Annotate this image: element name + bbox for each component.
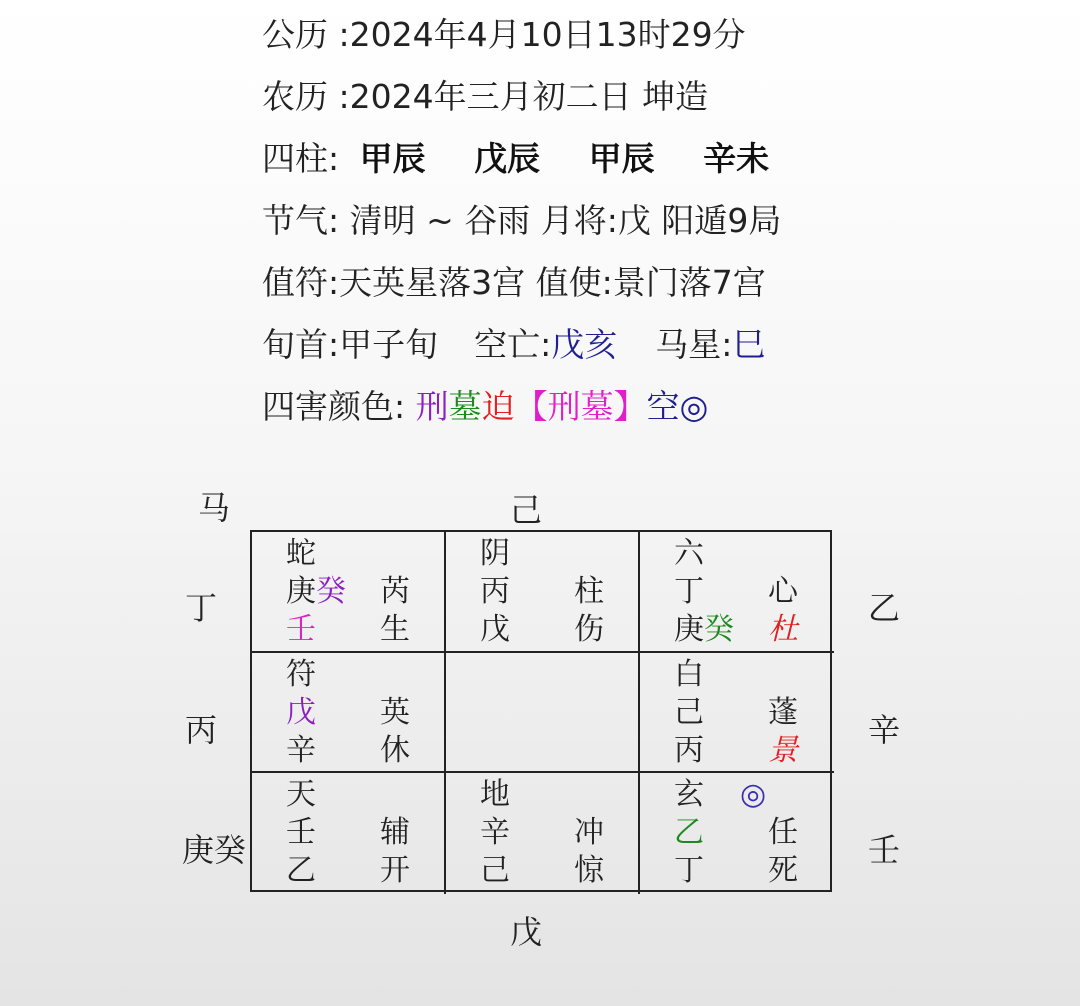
earth-stem: 丁: [674, 853, 704, 888]
solar-date: 公历 :2024年4月10日13时29分: [262, 15, 746, 54]
year-pillar: 甲辰: [359, 139, 426, 178]
palace-8: [252, 773, 446, 894]
heaven-stem: 丙: [480, 574, 510, 609]
palace-4: [252, 532, 446, 653]
outer-top: 己: [510, 491, 543, 529]
four-pillars: [262, 136, 807, 198]
earth-stem: 戊: [480, 612, 510, 647]
outer-left-bottom: 庚癸: [182, 831, 247, 869]
star: 蓬: [768, 695, 798, 730]
circle-mark-icon: ◎: [679, 387, 709, 426]
earth-stem: 辛: [286, 733, 316, 768]
colors-label: 四害颜色:: [262, 387, 416, 426]
horse-label: 马星:: [655, 325, 733, 364]
palace-7: [640, 653, 834, 773]
horse-marker: 马: [198, 489, 231, 527]
god: 天: [286, 777, 316, 812]
star: 冲: [574, 815, 604, 850]
door: 休: [380, 733, 410, 768]
door: 开: [380, 853, 410, 888]
door: 景: [768, 733, 798, 768]
palace-3: [252, 653, 446, 773]
month-pillar: 戊辰: [474, 139, 541, 178]
outer-bottom: 戊: [510, 913, 543, 951]
palace-1: [446, 773, 640, 894]
star: 任: [768, 815, 798, 850]
heaven-stem: 庚癸: [286, 574, 346, 609]
earth-stem: 己: [480, 853, 510, 888]
palace-6: [640, 773, 834, 894]
star: 心: [768, 574, 798, 609]
earth-stem: 丙: [674, 733, 704, 768]
color-kong: 空: [646, 387, 680, 426]
god: 阴: [480, 536, 510, 571]
xun-head: 旬首:甲子旬: [262, 325, 439, 364]
heaven-stem: 辛: [480, 815, 510, 850]
star: 芮: [380, 574, 410, 609]
door: 惊: [574, 853, 604, 888]
heaven-stem: 戊: [286, 695, 316, 730]
color-xingmu: 刑墓: [547, 387, 614, 426]
color-xing: 刑: [415, 387, 449, 426]
heaven-stem: 乙: [674, 815, 704, 850]
star: 柱: [574, 574, 604, 609]
outer-right-mid: 辛: [868, 711, 901, 749]
earth-stem: 壬: [286, 612, 316, 647]
god: 蛇: [286, 536, 316, 571]
xun-line: [262, 322, 807, 384]
color-mu: 墓: [448, 387, 482, 426]
outer-left-mid: 丙: [185, 711, 218, 749]
earth-stem: 乙: [286, 853, 316, 888]
color-bracket-open: 【: [514, 387, 548, 426]
palace-2: [640, 532, 834, 653]
void-circle-icon: ◎: [740, 777, 767, 812]
god: 六: [674, 536, 704, 571]
day-pillar: 甲辰: [588, 139, 655, 178]
lunar-date: 农历 :2024年三月初二日 坤造: [262, 77, 709, 116]
color-bracket-close: 】: [613, 387, 647, 426]
heaven-stem: 壬: [286, 815, 316, 850]
palace-9: [446, 532, 640, 653]
chart-header: [262, 12, 807, 446]
door: 杜: [768, 612, 798, 647]
horse-value: 巳: [732, 325, 766, 364]
heaven-stem: 丁: [674, 574, 704, 609]
star: 辅: [380, 815, 410, 850]
hour-pillar: 辛未: [703, 139, 770, 178]
outer-left-top: 丁: [185, 589, 218, 627]
kongwang-label: 空亡:: [474, 325, 552, 364]
star: 英: [380, 695, 410, 730]
door: 伤: [574, 612, 604, 647]
god: 白: [674, 657, 704, 692]
god: 玄: [674, 777, 704, 812]
outer-right-bottom: 壬: [868, 831, 901, 869]
solar-terms: 节气: 清明 ~ 谷雨 月将:戊 阳遁9局: [262, 201, 782, 240]
duty-info: 值符:天英星落3宫 值使:景门落7宫: [262, 263, 766, 302]
door: 生: [380, 612, 410, 647]
palace-5-center: [446, 653, 640, 773]
god: 地: [480, 777, 510, 812]
heaven-stem: 己: [674, 695, 704, 730]
door: 死: [768, 853, 798, 888]
color-po: 迫: [481, 387, 515, 426]
earth-stem: 庚癸: [674, 612, 734, 647]
god: 符: [286, 657, 316, 692]
qimen-grid: [250, 530, 832, 892]
outer-right-top: 乙: [868, 589, 901, 627]
four-harms-colors: [262, 384, 807, 446]
pillars-label: 四柱:: [262, 139, 340, 178]
kongwang-value: 戊亥: [551, 325, 618, 364]
